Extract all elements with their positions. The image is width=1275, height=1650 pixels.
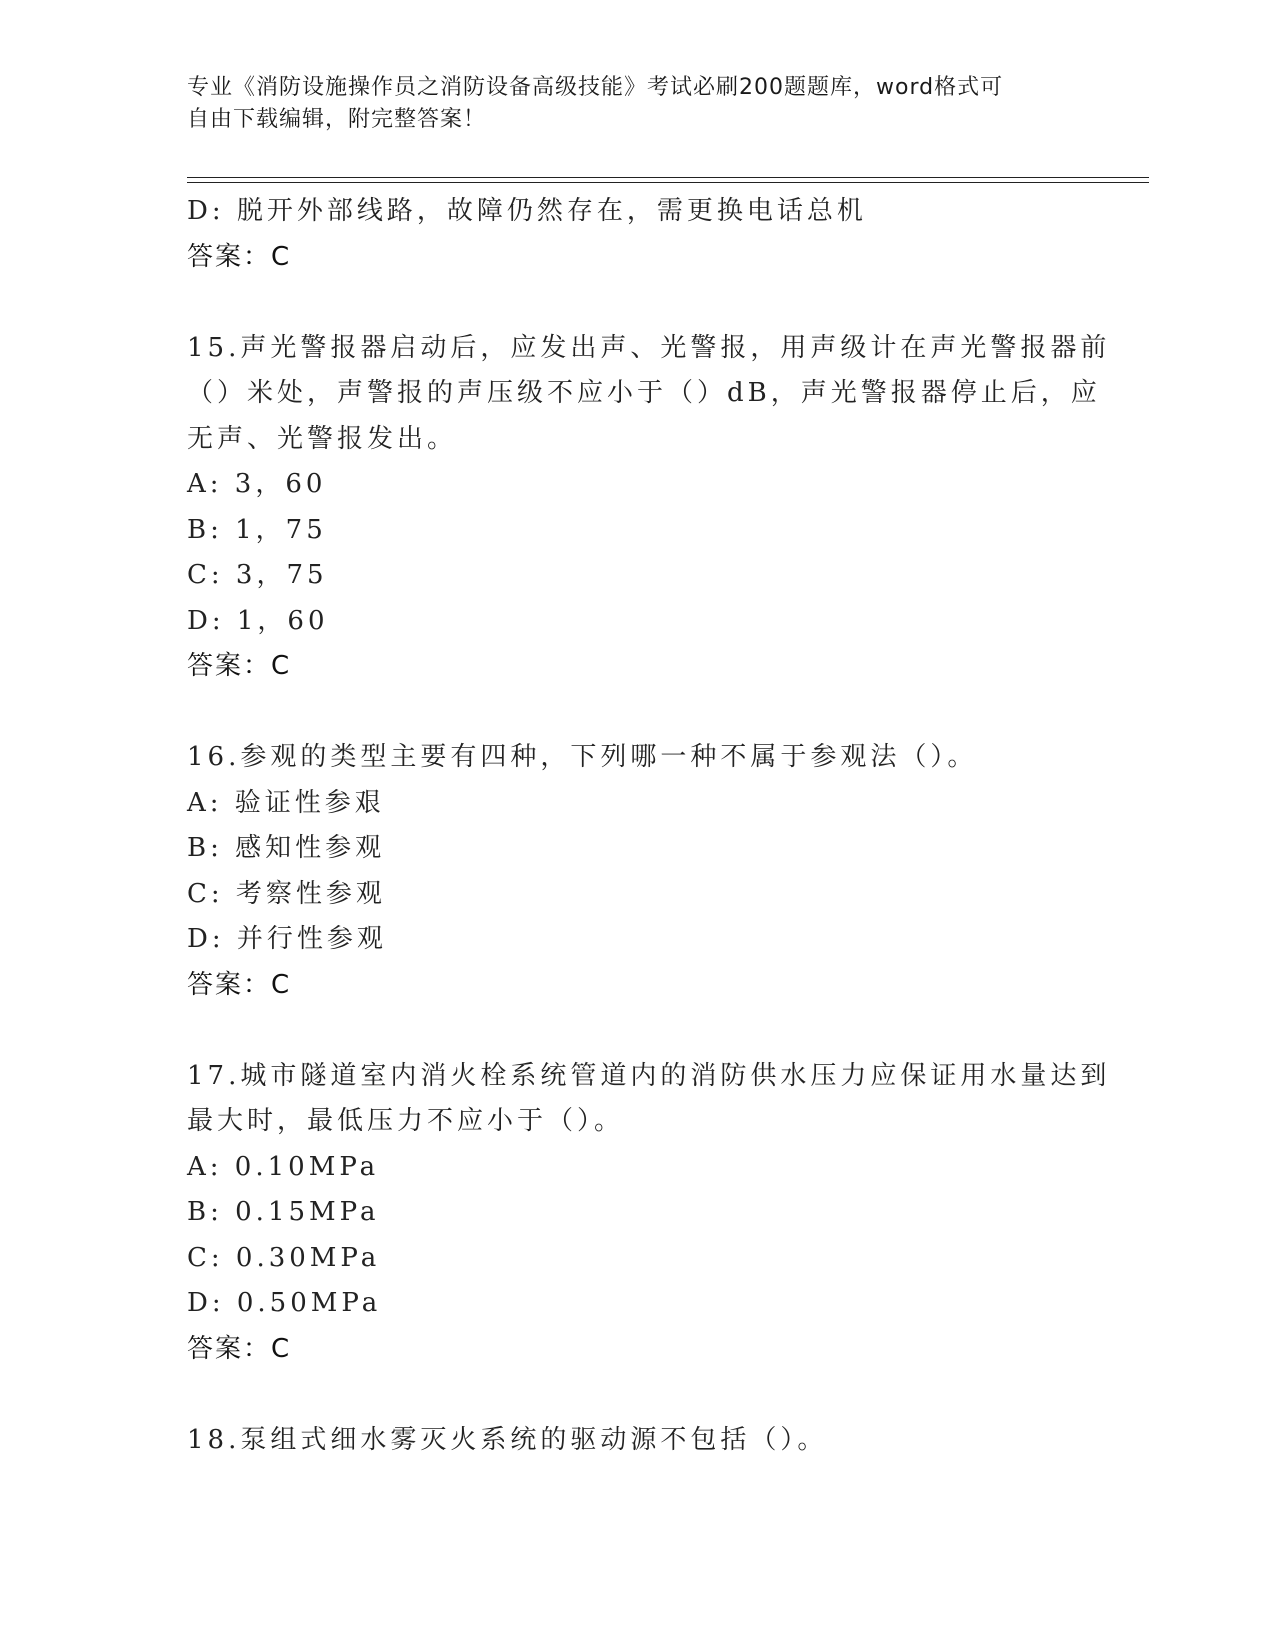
header-divider-top bbox=[187, 177, 1149, 178]
answer-line: 答案：C bbox=[187, 1333, 292, 1364]
option-b: B: 0.15MPa bbox=[187, 1197, 380, 1227]
spacer bbox=[187, 1372, 1087, 1418]
option-a: A: 验证性参艰 bbox=[187, 787, 385, 818]
spacer bbox=[187, 690, 1087, 736]
question-18 bbox=[187, 1418, 1087, 1464]
question-stem-line: 16.参观的类型主要有四种，下列哪一种不属于参观法（）。 bbox=[187, 742, 978, 772]
question-17 bbox=[187, 1054, 1111, 1373]
answer-line: 答案：C bbox=[187, 241, 292, 272]
option-a: A: 0.10MPa bbox=[187, 1151, 380, 1182]
option-c: C: 0.30MPa bbox=[187, 1242, 381, 1273]
header-divider-bottom bbox=[187, 182, 1149, 183]
option-c: C: 考察性参观 bbox=[187, 878, 386, 909]
option-a: A: 3，60 bbox=[187, 469, 327, 499]
answer-line: 答案：C bbox=[187, 969, 292, 1000]
question-stem-line: 18.泵组式细水雾灭火系统的驱动源不包括（）。 bbox=[187, 1424, 828, 1455]
question-15 bbox=[187, 326, 1111, 690]
option-d: D: 1，60 bbox=[187, 605, 329, 636]
question-16 bbox=[187, 735, 1087, 1008]
question-stem-line: 无声、光警报发出。 bbox=[187, 423, 458, 454]
option-b: B: 1，75 bbox=[187, 514, 327, 545]
previous-question-tail bbox=[187, 189, 1087, 280]
option-d: D: 并行性参观 bbox=[187, 924, 387, 954]
question-stem-line: （）米处，声警报的声压级不应小于（）dB，声光警报器停止后，应 bbox=[187, 378, 1101, 408]
spacer bbox=[187, 280, 1087, 326]
header-line-1: 专业《消防设施操作员之消防设备高级技能》考试必刷200题题库，word格式可 bbox=[187, 75, 1004, 100]
question-stem-line: 17.城市隧道室内消火栓系统管道内的消防供水压力应保证用水量达到 bbox=[187, 1060, 1111, 1091]
option-c: C: 3，75 bbox=[187, 560, 328, 590]
spacer bbox=[187, 1008, 1087, 1054]
header-line-2: 自由下载编辑，附完整答案！ bbox=[187, 107, 487, 132]
option-d: D: 脱开外部线路，故障仍然存在，需更换电话总机 bbox=[187, 196, 867, 226]
option-b: B: 感知性参观 bbox=[187, 833, 386, 863]
question-stem-line: 最大时，最低压力不应小于（）。 bbox=[187, 1106, 625, 1136]
document-body bbox=[187, 189, 1111, 1463]
question-stem-line: 15.声光警报器启动后，应发出声、光警报，用声级计在声光警报器前 bbox=[187, 332, 1111, 363]
answer-line: 答案：C bbox=[187, 651, 292, 681]
document-header bbox=[187, 72, 1067, 136]
option-d: D: 0.50MPa bbox=[187, 1288, 382, 1318]
